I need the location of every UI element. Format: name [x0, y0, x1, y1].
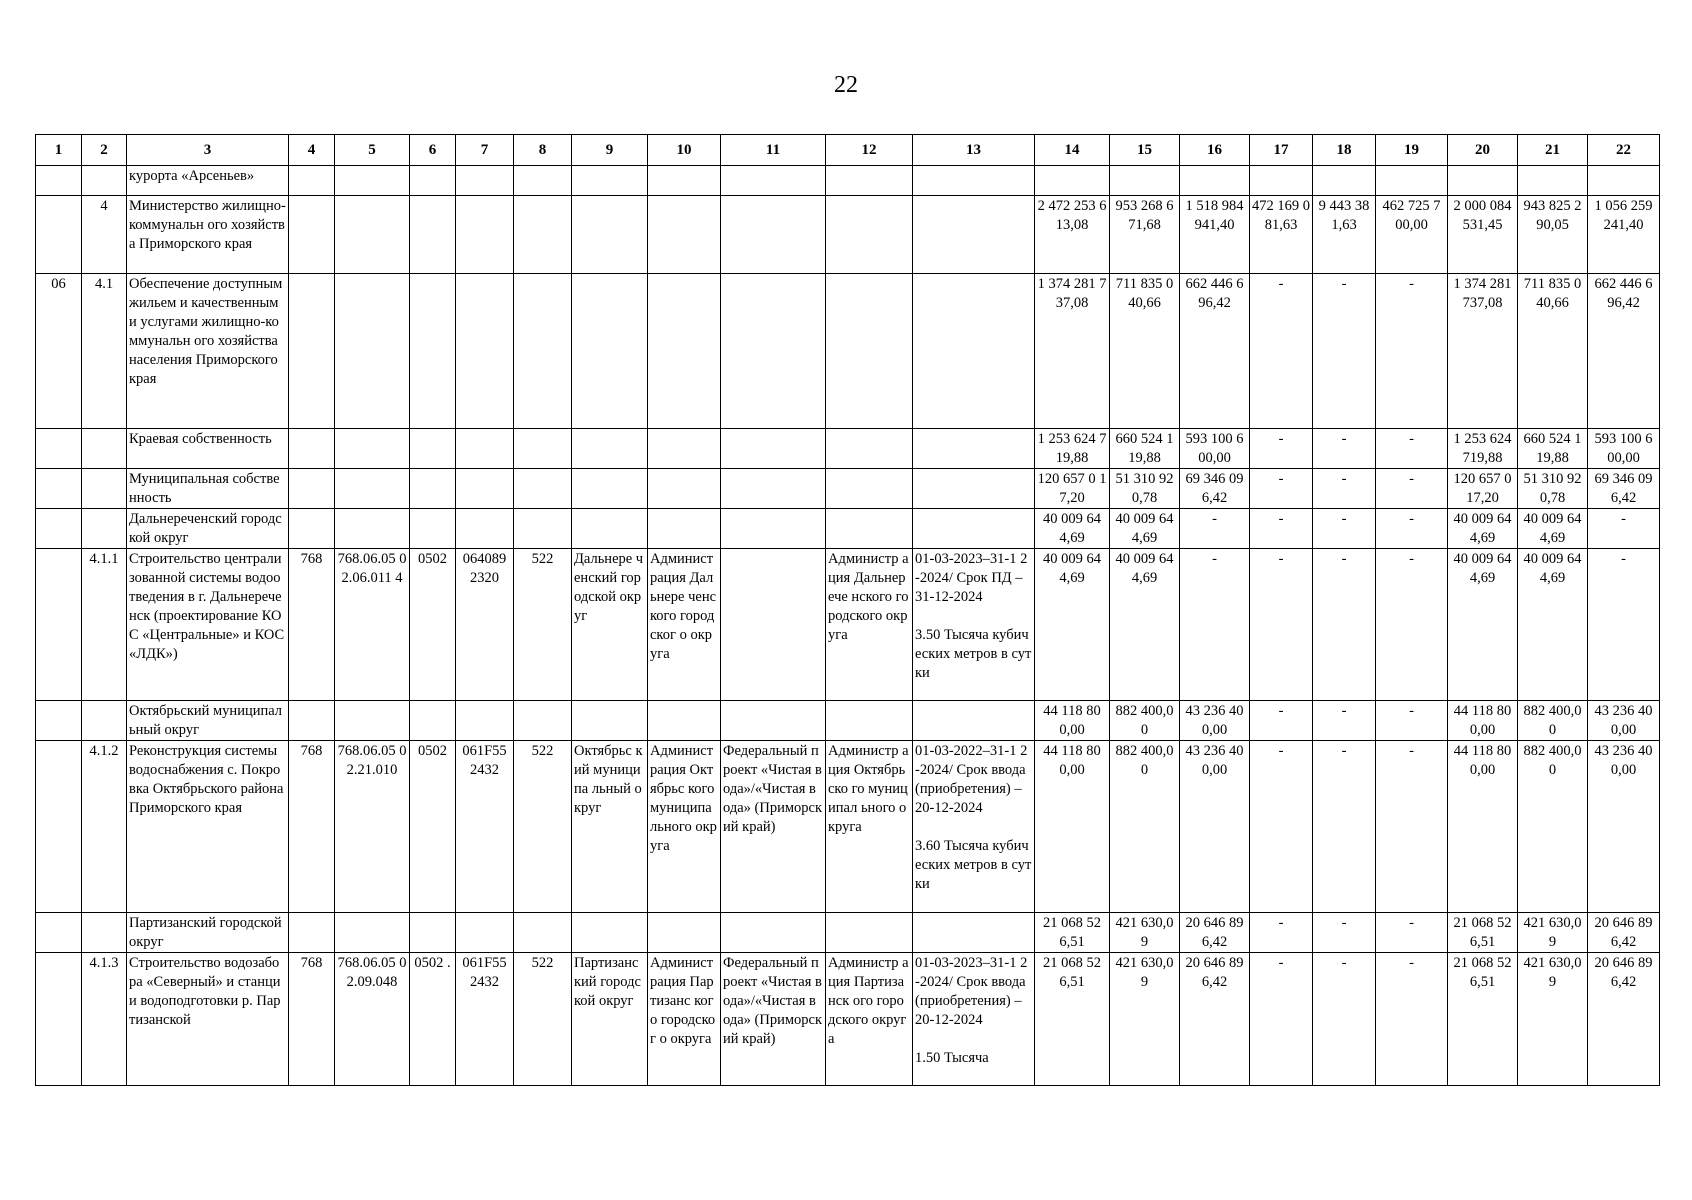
cell-col-19: -	[1376, 469, 1448, 509]
cell-col-20: 1 374 281 737,08	[1448, 274, 1518, 429]
cell-col-9	[572, 274, 648, 429]
cell-col-1	[36, 166, 82, 196]
cell-col-3: Строительство водозабора «Северный» и станции водоподготовки р. Партизанской	[127, 953, 289, 1086]
cell-col-5	[335, 429, 410, 469]
cell-col-5: 768.06.05 02.09.048	[335, 953, 410, 1086]
cell-col-14: 120 657 0 17,20	[1035, 469, 1110, 509]
cell-col-12	[826, 469, 913, 509]
cell-col-4	[289, 274, 335, 429]
cell-col-11	[721, 166, 826, 196]
cell-col-14: 40 009 64 4,69	[1035, 509, 1110, 549]
cell-col-15: 882 400,0 0	[1110, 701, 1180, 741]
cell-col-1	[36, 429, 82, 469]
cell-col-14: 21 068 52 6,51	[1035, 913, 1110, 953]
cell-col-15: 40 009 64 4,69	[1110, 549, 1180, 701]
header-row	[36, 135, 1660, 166]
cell-col-1	[36, 953, 82, 1086]
cell-col-3: Муниципальная собственность	[127, 469, 289, 509]
cell-col-3: Октябрьский муниципальный округ	[127, 701, 289, 741]
cell-col-19: -	[1376, 429, 1448, 469]
cell-col-12	[826, 429, 913, 469]
cell-col-19: -	[1376, 913, 1448, 953]
cell-col-15: 711 835 0 40,66	[1110, 274, 1180, 429]
table-row	[36, 469, 1660, 509]
cell-col-3: Строительство централизованной системы водоотведения в г. Дальнереченск (проектирование КОС «Центральные» и КОС «ЛДК»)	[127, 549, 289, 701]
table-row	[36, 509, 1660, 549]
cell-col-9	[572, 913, 648, 953]
cell-col-22	[1588, 166, 1660, 196]
cell-col-7	[456, 469, 514, 509]
cell-col-22: 43 236 40 0,00	[1588, 741, 1660, 913]
cell-col-11: Федеральный проект «Чистая вода»/«Чистая вода» (Приморский край)	[721, 953, 826, 1086]
column-header-7: 7	[456, 135, 514, 166]
cell-col-20: 2 000 084 531,45	[1448, 196, 1518, 274]
table-row	[36, 166, 1660, 196]
table-row	[36, 274, 1660, 429]
cell-col-17: -	[1250, 953, 1313, 1086]
cell-col-20: 40 009 64 4,69	[1448, 509, 1518, 549]
column-header-17: 17	[1250, 135, 1313, 166]
cell-col-14: 1 374 281 737,08	[1035, 274, 1110, 429]
cell-col-9: Дальнере ченский городской округ	[572, 549, 648, 701]
cell-col-4	[289, 429, 335, 469]
cell-col-13	[913, 196, 1035, 274]
cell-col-18: -	[1313, 549, 1376, 701]
cell-col-10: Админист рация Партизанс кого городског о округа	[648, 953, 721, 1086]
page-number: 22	[834, 72, 858, 98]
cell-col-10	[648, 701, 721, 741]
cell-col-9	[572, 469, 648, 509]
cell-col-6	[410, 166, 456, 196]
cell-col-12	[826, 166, 913, 196]
cell-col-15: 421 630,0 9	[1110, 953, 1180, 1086]
cell-col-14	[1035, 166, 1110, 196]
cell-col-2: 4.1.3	[82, 953, 127, 1086]
cell-col-16: 1 518 984 941,40	[1180, 196, 1250, 274]
cell-col-22: 20 646 89 6,42	[1588, 953, 1660, 1086]
cell-col-1	[36, 913, 82, 953]
cell-col-10: Админист рация Октябрьс кого муниципа льного округа	[648, 741, 721, 913]
cell-col-7	[456, 701, 514, 741]
cell-col-6: 0502	[410, 549, 456, 701]
cell-col-14: 40 009 64 4,69	[1035, 549, 1110, 701]
cell-col-10	[648, 166, 721, 196]
cell-col-18: -	[1313, 469, 1376, 509]
cell-col-21: 421 630,0 9	[1518, 913, 1588, 953]
cell-col-4: 768	[289, 549, 335, 701]
table-row	[36, 701, 1660, 741]
cell-col-8: 522	[514, 953, 572, 1086]
cell-col-4	[289, 196, 335, 274]
cell-col-1	[36, 549, 82, 701]
cell-col-11	[721, 549, 826, 701]
column-header-21: 21	[1518, 135, 1588, 166]
cell-col-10	[648, 913, 721, 953]
cell-col-12	[826, 274, 913, 429]
cell-col-22: 69 346 09 6,42	[1588, 469, 1660, 509]
cell-col-5	[335, 913, 410, 953]
cell-col-8	[514, 913, 572, 953]
cell-col-18: -	[1313, 913, 1376, 953]
cell-col-14: 2 472 253 613,08	[1035, 196, 1110, 274]
cell-col-22: 1 056 259 241,40	[1588, 196, 1660, 274]
cell-col-5	[335, 196, 410, 274]
cell-col-2	[82, 509, 127, 549]
cell-col-17: -	[1250, 429, 1313, 469]
cell-col-5	[335, 509, 410, 549]
cell-col-20: 40 009 64 4,69	[1448, 549, 1518, 701]
cell-col-19: -	[1376, 701, 1448, 741]
cell-col-11	[721, 274, 826, 429]
cell-col-21: 882 400,0 0	[1518, 741, 1588, 913]
cell-col-12	[826, 196, 913, 274]
cell-col-11	[721, 429, 826, 469]
cell-col-21: 660 524 1 19,88	[1518, 429, 1588, 469]
cell-col-6	[410, 509, 456, 549]
cell-col-4: 768	[289, 953, 335, 1086]
cell-col-19: -	[1376, 953, 1448, 1086]
cell-col-6	[410, 429, 456, 469]
cell-col-7	[456, 166, 514, 196]
cell-col-7	[456, 274, 514, 429]
cell-col-6: 0502	[410, 741, 456, 913]
cell-col-18: -	[1313, 701, 1376, 741]
cell-col-19: 462 725 7 00,00	[1376, 196, 1448, 274]
column-header-12: 12	[826, 135, 913, 166]
cell-col-3: Партизанский городской округ	[127, 913, 289, 953]
cell-col-9: Октябрьс кий муниципа льный округ	[572, 741, 648, 913]
cell-col-13	[913, 469, 1035, 509]
cell-col-14: 1 253 624 719,88	[1035, 429, 1110, 469]
column-header-19: 19	[1376, 135, 1448, 166]
cell-col-9	[572, 166, 648, 196]
cell-col-6	[410, 913, 456, 953]
cell-col-21: 421 630,0 9	[1518, 953, 1588, 1086]
cell-col-17: 472 169 081,63	[1250, 196, 1313, 274]
cell-col-2: 4.1.2	[82, 741, 127, 913]
cell-col-19: -	[1376, 509, 1448, 549]
cell-col-8: 522	[514, 741, 572, 913]
cell-col-4	[289, 509, 335, 549]
cell-col-4	[289, 913, 335, 953]
cell-col-13	[913, 509, 1035, 549]
cell-col-2: 4	[82, 196, 127, 274]
cell-col-19: -	[1376, 274, 1448, 429]
cell-col-8	[514, 429, 572, 469]
cell-col-1	[36, 741, 82, 913]
cell-col-22: 43 236 40 0,00	[1588, 701, 1660, 741]
table-row	[36, 429, 1660, 469]
cell-col-18: -	[1313, 741, 1376, 913]
cell-col-15: 660 524 1 19,88	[1110, 429, 1180, 469]
cell-col-22: 662 446 6 96,42	[1588, 274, 1660, 429]
cell-col-3: Министерство жилищно-коммунальн ого хозяйства Приморского края	[127, 196, 289, 274]
cell-col-13: 01-03-2023–31-1 2-2024/ Срок ПД – 31-12-2024 3.50 Тысяча кубических метров в сутки	[913, 549, 1035, 701]
cell-col-13: 01-03-2023–31-1 2-2024/ Срок ввода (приобретения) – 20-12-2024 1.50 Тысяча	[913, 953, 1035, 1086]
cell-col-16: 43 236 40 0,00	[1180, 741, 1250, 913]
cell-col-13	[913, 274, 1035, 429]
cell-col-3: Реконструкция системы водоснабжения с. Покровка Октябрьского района Приморского края	[127, 741, 289, 913]
cell-col-7: 061F55 2432	[456, 953, 514, 1086]
cell-col-7: 064089 2320	[456, 549, 514, 701]
cell-col-5: 768.06.05 02.06.011 4	[335, 549, 410, 701]
column-header-11: 11	[721, 135, 826, 166]
cell-col-16: 20 646 89 6,42	[1180, 913, 1250, 953]
cell-col-2	[82, 469, 127, 509]
cell-col-9	[572, 196, 648, 274]
cell-col-22: -	[1588, 549, 1660, 701]
cell-col-2	[82, 913, 127, 953]
cell-col-16: 43 236 40 0,00	[1180, 701, 1250, 741]
cell-col-10: Админист рация Дальнере ченского городског о округа	[648, 549, 721, 701]
cell-col-6	[410, 469, 456, 509]
cell-col-1	[36, 196, 82, 274]
column-header-15: 15	[1110, 135, 1180, 166]
cell-col-15: 882 400,0 0	[1110, 741, 1180, 913]
cell-col-13	[913, 166, 1035, 196]
table-row	[36, 741, 1660, 913]
cell-col-9: Партизанс кий городской округ	[572, 953, 648, 1086]
cell-col-17: -	[1250, 274, 1313, 429]
cell-col-6	[410, 701, 456, 741]
cell-col-13	[913, 913, 1035, 953]
cell-col-16: 662 446 6 96,42	[1180, 274, 1250, 429]
cell-col-20: 44 118 80 0,00	[1448, 701, 1518, 741]
cell-col-10	[648, 469, 721, 509]
cell-col-19: -	[1376, 549, 1448, 701]
cell-col-15: 953 268 6 71,68	[1110, 196, 1180, 274]
cell-col-20: 21 068 52 6,51	[1448, 953, 1518, 1086]
cell-col-11: Федеральный проект «Чистая вода»/«Чистая вода» (Приморский край)	[721, 741, 826, 913]
cell-col-22: -	[1588, 509, 1660, 549]
cell-col-19	[1376, 166, 1448, 196]
cell-col-6	[410, 196, 456, 274]
cell-col-8	[514, 166, 572, 196]
column-header-2: 2	[82, 135, 127, 166]
column-header-18: 18	[1313, 135, 1376, 166]
cell-col-8	[514, 701, 572, 741]
cell-col-13	[913, 701, 1035, 741]
cell-col-18: -	[1313, 429, 1376, 469]
cell-col-9	[572, 509, 648, 549]
cell-col-18: -	[1313, 274, 1376, 429]
cell-col-12: Администр ация Дальнерече нского городского округа	[826, 549, 913, 701]
cell-col-20: 21 068 52 6,51	[1448, 913, 1518, 953]
cell-col-17: -	[1250, 549, 1313, 701]
cell-col-4	[289, 469, 335, 509]
cell-col-16: -	[1180, 509, 1250, 549]
cell-col-20	[1448, 166, 1518, 196]
cell-col-5	[335, 166, 410, 196]
cell-col-20: 1 253 624 719,88	[1448, 429, 1518, 469]
cell-col-2	[82, 701, 127, 741]
cell-col-22: 20 646 89 6,42	[1588, 913, 1660, 953]
cell-col-8: 522	[514, 549, 572, 701]
cell-col-16	[1180, 166, 1250, 196]
column-header-6: 6	[410, 135, 456, 166]
table-body	[36, 166, 1660, 1086]
cell-col-12	[826, 701, 913, 741]
cell-col-7	[456, 429, 514, 469]
column-header-8: 8	[514, 135, 572, 166]
column-header-20: 20	[1448, 135, 1518, 166]
cell-col-16: -	[1180, 549, 1250, 701]
cell-col-3: Дальнереченский городской округ	[127, 509, 289, 549]
cell-col-12: Администр ация Партизанск ого городского округа	[826, 953, 913, 1086]
column-header-14: 14	[1035, 135, 1110, 166]
cell-col-9	[572, 701, 648, 741]
column-header-22: 22	[1588, 135, 1660, 166]
cell-col-21: 51 310 92 0,78	[1518, 469, 1588, 509]
table-row	[36, 549, 1660, 701]
cell-col-8	[514, 469, 572, 509]
cell-col-1	[36, 509, 82, 549]
cell-col-2: 4.1	[82, 274, 127, 429]
cell-col-17: -	[1250, 741, 1313, 913]
cell-col-13	[913, 429, 1035, 469]
cell-col-10	[648, 274, 721, 429]
cell-col-17: -	[1250, 913, 1313, 953]
cell-col-17: -	[1250, 469, 1313, 509]
cell-col-21	[1518, 166, 1588, 196]
cell-col-18	[1313, 166, 1376, 196]
cell-col-16: 593 100 6 00,00	[1180, 429, 1250, 469]
cell-col-13: 01-03-2022–31-1 2-2024/ Срок ввода (приобретения) – 20-12-2024 3.60 Тысяча кубических метров в сутки	[913, 741, 1035, 913]
budget-table	[35, 134, 1660, 1086]
cell-col-17	[1250, 166, 1313, 196]
cell-col-8	[514, 509, 572, 549]
cell-col-21: 943 825 2 90,05	[1518, 196, 1588, 274]
cell-col-8	[514, 196, 572, 274]
cell-col-6	[410, 274, 456, 429]
cell-col-1	[36, 701, 82, 741]
cell-col-21: 40 009 64 4,69	[1518, 549, 1588, 701]
cell-col-7	[456, 913, 514, 953]
cell-col-3: Краевая собственность	[127, 429, 289, 469]
cell-col-11	[721, 913, 826, 953]
cell-col-7	[456, 196, 514, 274]
cell-col-2	[82, 429, 127, 469]
cell-col-5	[335, 469, 410, 509]
cell-col-19: -	[1376, 741, 1448, 913]
cell-col-17: -	[1250, 701, 1313, 741]
cell-col-7: 061F55 2432	[456, 741, 514, 913]
column-header-9: 9	[572, 135, 648, 166]
column-header-1: 1	[36, 135, 82, 166]
cell-col-17: -	[1250, 509, 1313, 549]
cell-col-11	[721, 196, 826, 274]
cell-col-21: 711 835 0 40,66	[1518, 274, 1588, 429]
cell-col-15	[1110, 166, 1180, 196]
cell-col-12	[826, 509, 913, 549]
cell-col-11	[721, 469, 826, 509]
cell-col-3: курорта «Арсеньев»	[127, 166, 289, 196]
cell-col-10	[648, 509, 721, 549]
column-header-4: 4	[289, 135, 335, 166]
cell-col-16: 69 346 09 6,42	[1180, 469, 1250, 509]
column-header-13: 13	[913, 135, 1035, 166]
cell-col-14: 21 068 52 6,51	[1035, 953, 1110, 1086]
cell-col-5	[335, 701, 410, 741]
cell-col-4	[289, 701, 335, 741]
cell-col-7	[456, 509, 514, 549]
cell-col-1	[36, 469, 82, 509]
cell-col-8	[514, 274, 572, 429]
cell-col-21: 882 400,0 0	[1518, 701, 1588, 741]
table-row	[36, 953, 1660, 1086]
cell-col-18: -	[1313, 953, 1376, 1086]
cell-col-16: 20 646 89 6,42	[1180, 953, 1250, 1086]
cell-col-12: Администр ация Октябрьско го муниципал ьного округа	[826, 741, 913, 913]
column-header-10: 10	[648, 135, 721, 166]
cell-col-11	[721, 509, 826, 549]
cell-col-5: 768.06.05 02.21.010	[335, 741, 410, 913]
cell-col-5	[335, 274, 410, 429]
table-row	[36, 913, 1660, 953]
cell-col-15: 51 310 92 0,78	[1110, 469, 1180, 509]
cell-col-11	[721, 701, 826, 741]
cell-col-14: 44 118 80 0,00	[1035, 741, 1110, 913]
cell-col-10	[648, 429, 721, 469]
cell-col-3: Обеспечение доступным жильем и качественными услугами жилищно-коммунальн ого хозяйства населения Приморского края	[127, 274, 289, 429]
cell-col-15: 40 009 64 4,69	[1110, 509, 1180, 549]
table-row	[36, 196, 1660, 274]
column-header-3: 3	[127, 135, 289, 166]
cell-col-15: 421 630,0 9	[1110, 913, 1180, 953]
cell-col-1: 06	[36, 274, 82, 429]
cell-col-4	[289, 166, 335, 196]
cell-col-10	[648, 196, 721, 274]
column-header-16: 16	[1180, 135, 1250, 166]
cell-col-20: 120 657 0 17,20	[1448, 469, 1518, 509]
cell-col-22: 593 100 6 00,00	[1588, 429, 1660, 469]
cell-col-18: 9 443 38 1,63	[1313, 196, 1376, 274]
cell-col-12	[826, 913, 913, 953]
column-header-5: 5	[335, 135, 410, 166]
cell-col-20: 44 118 80 0,00	[1448, 741, 1518, 913]
cell-col-2	[82, 166, 127, 196]
cell-col-14: 44 118 80 0,00	[1035, 701, 1110, 741]
cell-col-4: 768	[289, 741, 335, 913]
cell-col-21: 40 009 64 4,69	[1518, 509, 1588, 549]
cell-col-2: 4.1.1	[82, 549, 127, 701]
cell-col-9	[572, 429, 648, 469]
cell-col-6: 0502 .	[410, 953, 456, 1086]
cell-col-18: -	[1313, 509, 1376, 549]
